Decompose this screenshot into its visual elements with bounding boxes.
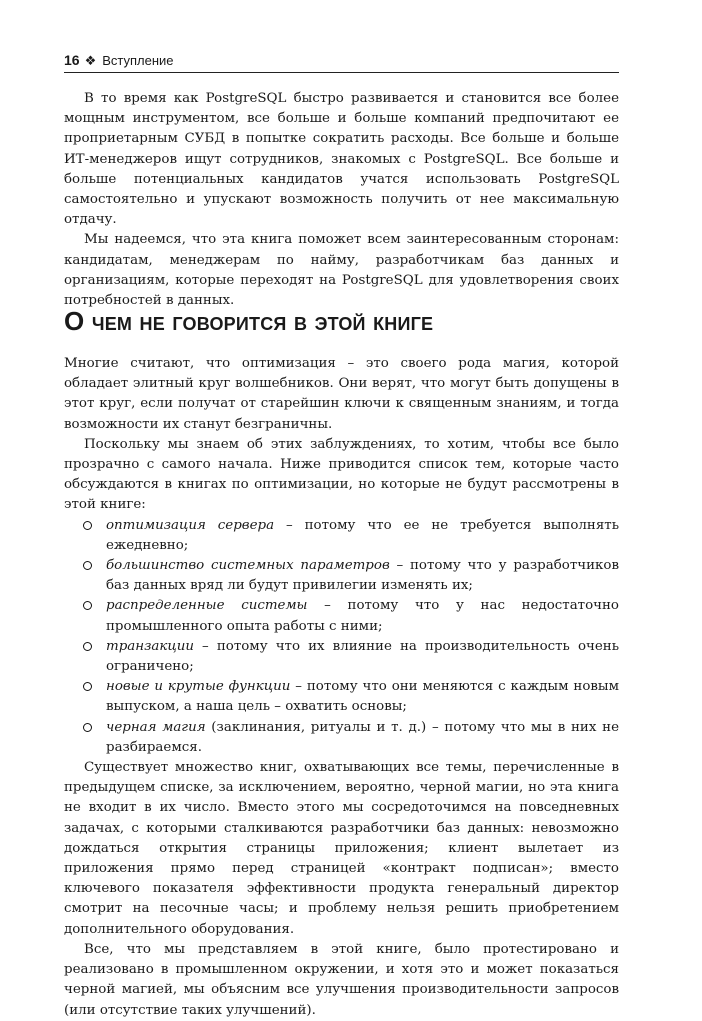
section-paragraph-2: Поскольку мы знаем об этих заблуждениях, то хотим, чтобы все было прозрачно с самого начала. Ниже приводится список тем, которые часто обсуждаются в книгах по оптимизации, но которые не будут рассмотрены в этой книге: <box>64 436 619 513</box>
list-item <box>83 677 619 717</box>
list-item-term: черная магия <box>106 719 206 735</box>
list-item-text: (заклинания, ритуалы и т. д.) – потому что мы в них не разбираемся. <box>106 719 619 755</box>
section-heading <box>64 306 619 337</box>
list-item-text: – потому что у разработчиков баз данных вряд ли будут привилегии изменять их; <box>106 558 620 594</box>
page-number: 16 <box>64 52 80 68</box>
list-item-term: большинство системных параметров <box>106 558 390 574</box>
list-item-term: транзакции <box>106 638 194 654</box>
intro-paragraph-1: В то время как PostgreSQL быстро развивается и становится все более мощным инструментом, все больше и больше компаний предпочитают ее проприетарным СУБД в попытке сократить расходы. Все больше и больше ИТ-менеджеров ищут сотрудников, знакомых с PostgreSQL. Все больше и больше потенциальных кандидатов учатся использовать PostgreSQL самостоятельно и упускают возможность получить от нее максимальную отдачу. <box>64 91 619 228</box>
circle-bullet-icon <box>83 521 92 530</box>
excluded-topics-list <box>64 516 619 758</box>
list-item <box>83 718 619 758</box>
list-item <box>83 596 619 636</box>
section-paragraph-3: Существует множество книг, охватывающих все темы, перечисленные в предыдущем списке, за исключением, вероятно, черной магии, но эта книга не входит в их число. Вместо этого мы сосредоточимся на повседневных задачах, с которыми сталкиваются разработчики баз данных: невозможно дождаться открытия страницы приложения; клиент вылетает из приложения прямо перед страницей «контракт подписан»; вместо ключевого показателя эффективности продукта генеральный директор смотрит на песочные часы; и проблему нельзя решить приобретением дополнительного оборудования. <box>64 760 619 937</box>
list-item-term: новые и крутые функции <box>106 679 291 695</box>
list-item-text: – потому что ее не требуется выполнять ежедневно; <box>106 517 619 553</box>
chapter-title: Вступление <box>102 52 174 68</box>
list-item-text: – потому что их влияние на производительность очень ограничено; <box>106 638 619 675</box>
circle-bullet-icon <box>83 601 92 610</box>
circle-bullet-icon <box>83 642 92 651</box>
running-header <box>64 48 619 73</box>
section-body <box>64 354 619 1021</box>
list-item <box>83 516 619 556</box>
intro-text <box>64 89 619 311</box>
circle-bullet-icon <box>83 561 92 570</box>
section-heading-rest: чем не говорится в этой книге <box>84 306 434 336</box>
list-item-text: – потому что они меняются с каждым новым выпуском, а наша цель – охватить основы; <box>106 679 620 715</box>
circle-bullet-icon <box>83 723 92 732</box>
list-item <box>83 556 619 596</box>
ornament-icon: ❖ <box>84 52 97 68</box>
list-item-text: – потому что у нас недостаточно промышленного опыта работы с ними; <box>106 598 619 634</box>
list-item-term: оптимизация сервера <box>106 517 275 533</box>
intro-paragraph-2: Мы надеемся, что эта книга поможет всем заинтересованным сторонам: кандидатам, менеджерам по найму, разработчикам баз данных и организациям, которые переходят на PostgreSQL для удовлетворения своих потребностей в данных. <box>64 232 619 309</box>
circle-bullet-icon <box>83 682 92 691</box>
list-item-term: распределенные системы <box>106 598 308 614</box>
list-item <box>83 637 619 677</box>
section-paragraph-1: Многие считают, что оптимизация – это своего рода магия, которой обладает элитный круг волшебников. Они верят, что могут быть допущены в этот круг, если получат от старейшин ключи к священным знаниям, и тогда возможности их станут безграничны. <box>64 356 619 432</box>
section-heading-initial: О <box>64 306 85 336</box>
section-paragraph-4: Все, что мы представляем в этой книге, было протестировано и реализовано в промышленном окружении, и хотя это и может показаться черной магией, мы объясним все улучшения производительности запросов (или отсутствие таких улучшений). <box>64 941 619 1018</box>
